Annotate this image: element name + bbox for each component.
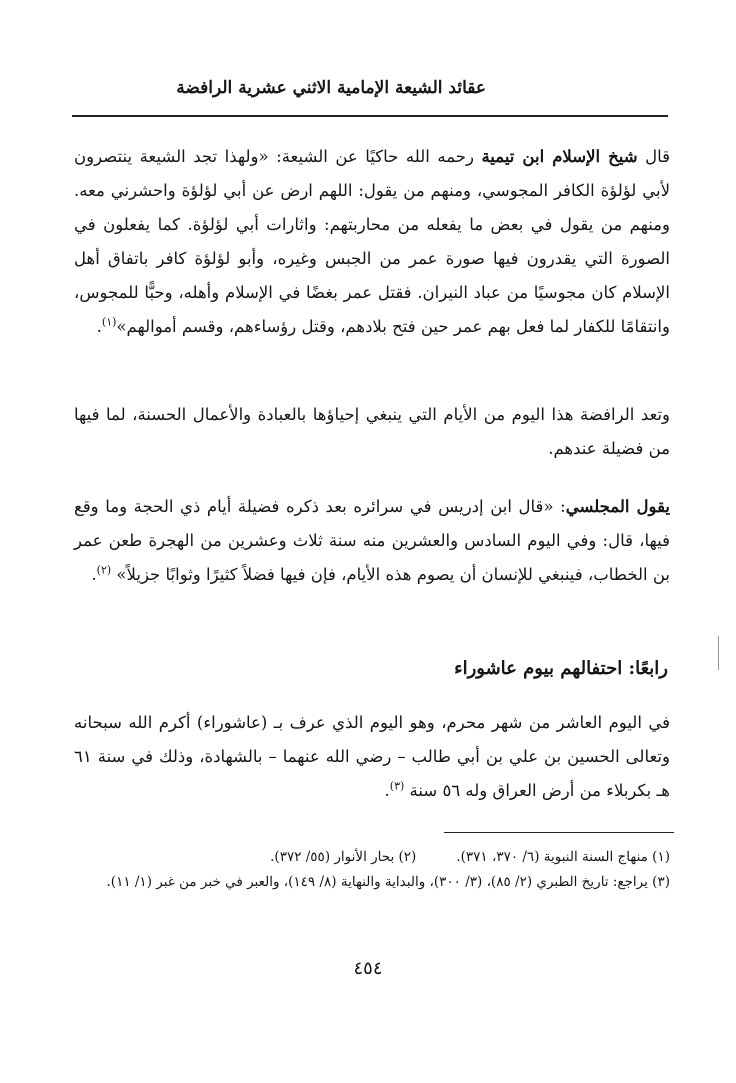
margin-mark bbox=[718, 636, 719, 670]
paragraph-end: . bbox=[91, 565, 97, 584]
paragraph-text: في اليوم العاشر من شهر محرم، وهو اليوم الذي عرف بـ (عاشوراء) أكرم الله سبحانه وتعالى الحسين بن علي بن أبي طالب – رضي الله عنهما – بالشهادة، وذلك في سنة ٦١ هـ بكربلاء من أرض العراق وله ٥٦ سنة bbox=[74, 713, 670, 800]
header-divider bbox=[72, 115, 668, 117]
paragraph-majlisi-quote bbox=[74, 490, 670, 592]
bold-name-ibn-taymiyyah: شيخ الإسلام ابن تيمية bbox=[481, 147, 638, 166]
footnote-3: (٣) يراجع: تاريخ الطبري (٢/ ٨٥)، (٣/ ٣٠٠)، والبداية والنهاية (٨/ ١٤٩)، والعبر في خبر من غبر (١/ ١١). bbox=[106, 874, 670, 890]
paragraph-text: : «قال ابن إدريس في سرائره بعد ذكره فضيلة أيام ذي الحجة وما وقع فيها، قال: وفي اليوم السادس والعشرين منه سنة ثلاث وعشرين من الهجرة طعن عمر بن الخطاب، فينبغي للإنسان أن يصوم هذه الأيام، فإن فيها فضلاً كثيرًا وثوابًا جزيلاً» bbox=[74, 497, 670, 584]
section-heading-ashura: رابعًا: احتفالهم بيوم عاشوراء bbox=[454, 658, 668, 679]
footnotes bbox=[74, 845, 670, 895]
paragraph-end: . bbox=[96, 317, 102, 336]
footnote-row bbox=[74, 845, 670, 870]
footnote-2: (٢) بحار الأنوار (٥٥/ ٣٧٢). bbox=[270, 849, 417, 865]
bold-name-majlisi: يقول المجلسي bbox=[565, 497, 671, 516]
paragraph-text: رحمه الله حاكيًا عن الشيعة: «ولهذا تجد الشيعة ينتصرون لأبي لؤلؤة الكافر المجوسي، ومنهم من يقول: اللهم ارض عن أبي لؤلؤة واحشرني معه. ومنهم من يقول في بعض ما يفعله من محاربتهم: واثارات أبي لؤلؤة. كما يفعلون في الصورة التي يقدرون فيها صورة عمر من الجبس وغيره، وأبو لؤلؤة كافر باتفاق أهل الإسلام كان مجوسيًا من عباد النيران. فقتل عمر بغضًا في الإسلام وأهله، وحبًّا للمجوس، وانتقامًا للكفار لما فعل بهم عمر حين فتح بلادهم، وقتل رؤساءهم، وقسم أموالهم» bbox=[74, 147, 670, 336]
footnote-divider bbox=[444, 832, 674, 833]
footnote-ref-2: (٢) bbox=[96, 563, 112, 577]
paragraph-ibn-taymiyyah-quote bbox=[74, 140, 670, 344]
paragraph-ashura bbox=[74, 706, 670, 808]
footnote-ref-3: (٣) bbox=[389, 779, 405, 793]
running-header-title: عقائد الشيعة الإمامية الاثني عشرية الرافضة bbox=[176, 78, 486, 98]
paragraph-lead: قال bbox=[637, 147, 670, 166]
page-number: ٤٥٤ bbox=[353, 958, 383, 979]
paragraph-end: . bbox=[384, 781, 390, 800]
paragraph-rafida-day: وتعد الرافضة هذا اليوم من الأيام التي ينبغي إحياؤها بالعبادة والأعمال الحسنة، لما فيها من فضيلة عندهم. bbox=[74, 405, 670, 458]
footnote-ref-1: (١) bbox=[101, 315, 117, 329]
footnote-1: (١) منهاج السنة النبوية (٦/ ٣٧٠، ٣٧١). bbox=[456, 849, 670, 865]
